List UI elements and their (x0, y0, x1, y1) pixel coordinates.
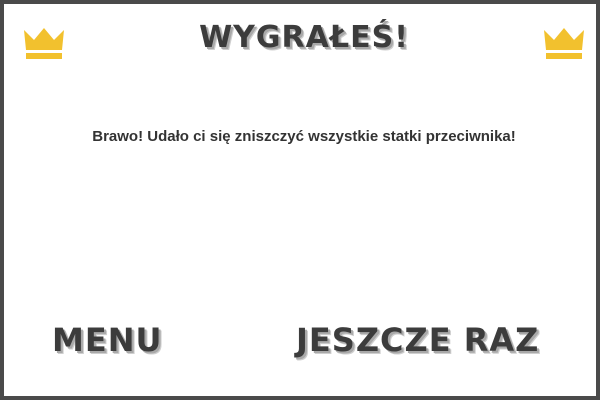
crown-icon (542, 24, 586, 60)
victory-message: Brawo! Udało ci się zniszczyć wszystkie statki przeciwnika! (92, 128, 516, 145)
menu-button[interactable]: MENU (52, 318, 162, 362)
play-again-button[interactable]: JESZCZE RAZ (296, 318, 539, 362)
crown-icon (22, 24, 66, 60)
page-title: WYGRAŁEŚ! (199, 20, 409, 55)
